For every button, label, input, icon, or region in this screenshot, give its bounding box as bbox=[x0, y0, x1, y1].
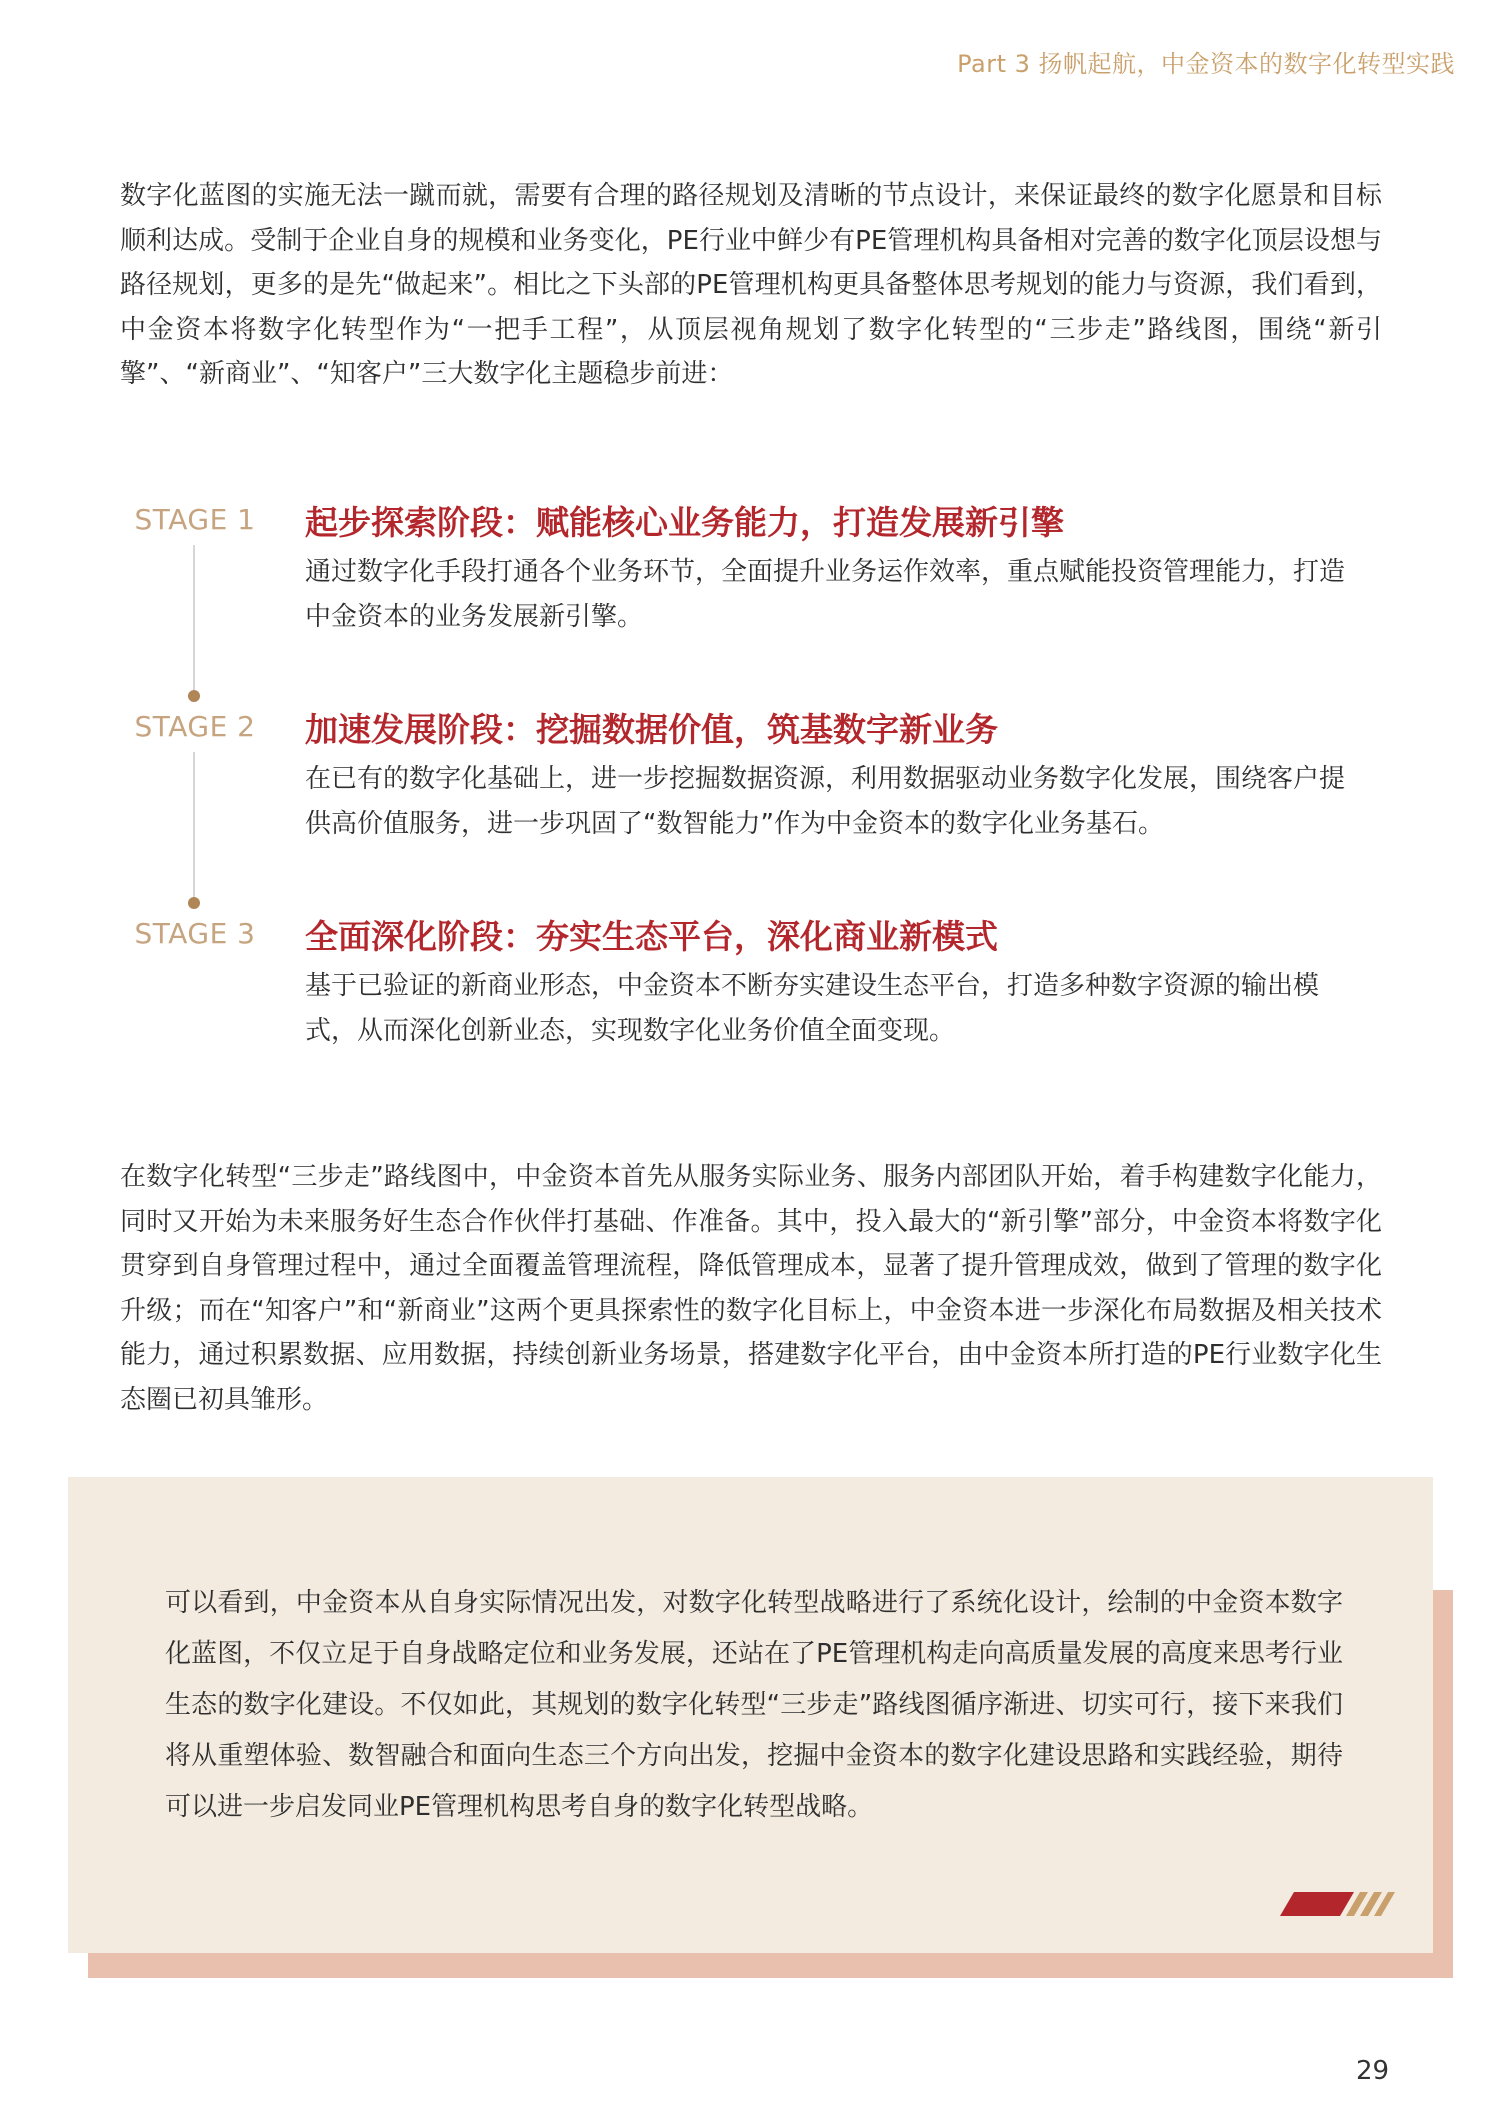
timeline-dot-2 bbox=[188, 897, 200, 909]
timeline-line-2 bbox=[193, 752, 195, 900]
timeline-dot-1 bbox=[188, 690, 200, 702]
stripe-decoration-icon bbox=[1280, 1892, 1395, 1916]
stage-title: 全面深化阶段：夯实生态平台，深化商业新模式 bbox=[305, 917, 998, 956]
stage-label: STAGE 1 bbox=[134, 503, 256, 536]
stage-label: STAGE 3 bbox=[134, 917, 256, 950]
summary-text: 可以看到，中金资本从自身实际情况出发，对数字化转型战略进行了系统化设计，绘制的中金资本数字化蓝图，不仅立足于自身战略定位和业务发展，还站在了PE管理机构走向高质量发展的高度来思考行业生态的数字化建设。不仅如此，其规划的数字化转型“三步走”路线图循序渐进、切实可行，接下来我们将从重塑体验、数智融合和面向生态三个方向出发，挖掘中金资本的数字化建设思路和实践经验，期待可以进一步启发同业PE管理机构思考自身的数字化转型战略。 bbox=[165, 1588, 1343, 1822]
stage-title: 加速发展阶段：挖掘数据价值，筑基数字新业务 bbox=[305, 710, 998, 749]
page-number: 29 bbox=[1356, 2056, 1390, 2086]
running-header: Part 3 扬帆起航，中金资本的数字化转型实践 bbox=[957, 50, 1455, 78]
body-paragraph: 在数字化转型“三步走”路线图中，中金资本首先从服务实际业务、服务内部团队开始，着手构建数字化能力，同时又开始为未来服务好生态合作伙伴打基础、作准备。其中，投入最大的“新引擎”部分，中金资本将数字化贯穿到自身管理过程中，通过全面覆盖管理流程，降低管理成本，显著了提升管理成效，做到了管理的数字化升级；而在“知客户”和“新商业”这两个更具探索性的数字化目标上，中金资本进一步深化布局数据及相关技术能力，通过积累数据、应用数据，持续创新业务场景，搭建数字化平台，由中金资本所打造的PE行业数字化生态圈已初具雏形。 bbox=[120, 1162, 1382, 1415]
intro-paragraph: 数字化蓝图的实施无法一蹴而就，需要有合理的路径规划及清晰的节点设计，来保证最终的数字化愿景和目标顺利达成。受制于企业自身的规模和业务变化，PE行业中鲜少有PE管理机构具备相对完善的数字化顶层设想与路径规划，更多的是先“做起来”。相比之下头部的PE管理机构更具备整体思考规划的能力与资源，我们看到，中金资本将数字化转型作为“一把手工程”，从顶层视角规划了数字化转型的“三步走”路线图，围绕“新引擎”、“新商业”、“知客户”三大数字化主题稳步前进： bbox=[120, 181, 1382, 389]
stage-title: 起步探索阶段：赋能核心业务能力，打造发展新引擎 bbox=[305, 503, 1064, 542]
stage-desc: 基于已验证的新商业形态，中金资本不断夯实建设生态平台，打造多种数字资源的输出模式，从而深化创新业态，实现数字化业务价值全面变现。 bbox=[305, 971, 1320, 1046]
stage-desc: 通过数字化手段打通各个业务环节，全面提升业务运作效率，重点赋能投资管理能力，打造中金资本的业务发展新引擎。 bbox=[305, 557, 1346, 632]
stage-label: STAGE 2 bbox=[134, 710, 256, 743]
timeline-line-1 bbox=[193, 545, 195, 690]
stage-desc: 在已有的数字化基础上，进一步挖掘数据资源，利用数据驱动业务数字化发展，围绕客户提供高价值服务，进一步巩固了“数智能力”作为中金资本的数字化业务基石。 bbox=[305, 764, 1346, 839]
